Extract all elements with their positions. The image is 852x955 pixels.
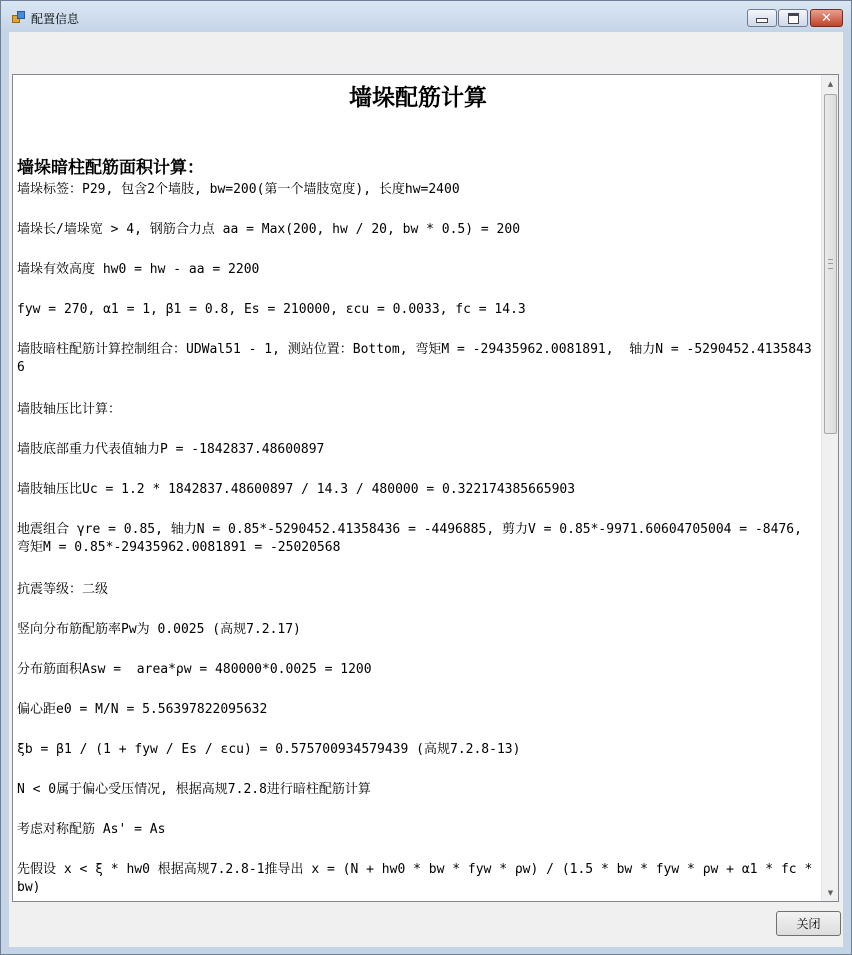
maximize-button[interactable] bbox=[778, 9, 808, 27]
report-line: 分布筋面积Asw = area*ρw = 480000*0.0025 = 1200 bbox=[17, 662, 372, 677]
report-line: 考虑对称配筋 As' = As bbox=[17, 822, 166, 837]
report-line: 地震组合 γre = 0.85, 轴力N = 0.85*-5290452.41358436 = -4496885, 剪力V = 0.85*-9971.60604705004 = -8476, 弯矩M = 0.85*-29435962.0081891 = -25020568 bbox=[17, 522, 810, 555]
section-heading: 墙垛暗柱配筋面积计算： bbox=[17, 158, 204, 178]
app-icon bbox=[12, 11, 24, 23]
window-title: 配置信息 bbox=[31, 12, 80, 26]
title-bar[interactable] bbox=[1, 1, 851, 32]
report-textbox[interactable] bbox=[12, 74, 839, 902]
report-line: 先假设 x < ξ * hw0 根据高规7.2.8-1推导出 x = (N + hw0 * bw * fyw * ρw) / (1.5 * bw * fyw * ρw + α1 * fc * bw) bbox=[17, 862, 821, 895]
dialog-client-area bbox=[9, 32, 843, 947]
scrollbar-thumb[interactable] bbox=[824, 94, 837, 434]
scroll-up-arrow-icon[interactable]: ▲ bbox=[827, 79, 834, 88]
window-close-button[interactable] bbox=[810, 9, 843, 27]
report-line: ξb = β1 / (1 + fyw / Es / εcu) = 0.575700934579439 (高规7.2.8-13) bbox=[17, 742, 521, 757]
report-line: 墙垛有效高度 hw0 = hw - aa = 2200 bbox=[17, 262, 260, 277]
report-line: N < 0属于偏心受压情况, 根据高规7.2.8进行暗柱配筋计算 bbox=[17, 782, 371, 797]
close-button[interactable]: 关闭 bbox=[776, 911, 841, 936]
report-line: 墙肢暗柱配筋计算控制组合：UDWal51 - 1, 测站位置：Bottom, 弯矩M = -29435962.0081891, 轴力N = -5290452.41358436 bbox=[17, 342, 812, 375]
report-line: 墙垛长/墙垛宽 > 4, 钢筋合力点 aa = Max(200, hw / 20, bw * 0.5) = 200 bbox=[17, 222, 521, 237]
report-line: 墙肢轴压比Uc = 1.2 * 1842837.48600897 / 14.3 / 480000 = 0.322174385665903 bbox=[17, 482, 576, 497]
report-line: 竖向分布筋配筋率Pw为 0.0025 (高规7.2.17) bbox=[17, 622, 301, 637]
maximize-icon bbox=[788, 13, 799, 24]
report-line: 偏心距e0 = M/N = 5.56397822095632 bbox=[17, 702, 268, 717]
close-icon: ✕ bbox=[821, 10, 832, 26]
report-line: 墙垛标签：P29, 包含2个墙肢, bw=200(第一个墙肢宽度), 长度hw=2400 bbox=[17, 182, 460, 197]
minimize-button[interactable] bbox=[747, 9, 777, 27]
grip-icon bbox=[828, 259, 833, 269]
report-line: 抗震等级：二级 bbox=[17, 582, 109, 597]
vertical-scrollbar[interactable] bbox=[821, 75, 838, 901]
report-line: 墙肢底部重力代表值轴力P = -1842837.48600897 bbox=[17, 442, 325, 457]
report-title: 墙垛配筋计算 bbox=[349, 84, 487, 111]
scroll-down-arrow-icon[interactable]: ▼ bbox=[827, 888, 834, 897]
report-line: fyw = 270, α1 = 1, β1 = 0.8, Es = 210000, εcu = 0.0033, fc = 14.3 bbox=[17, 302, 526, 317]
minimize-icon bbox=[756, 18, 768, 23]
report-line: 墙肢轴压比计算： bbox=[17, 402, 122, 417]
report-content bbox=[15, 75, 821, 901]
